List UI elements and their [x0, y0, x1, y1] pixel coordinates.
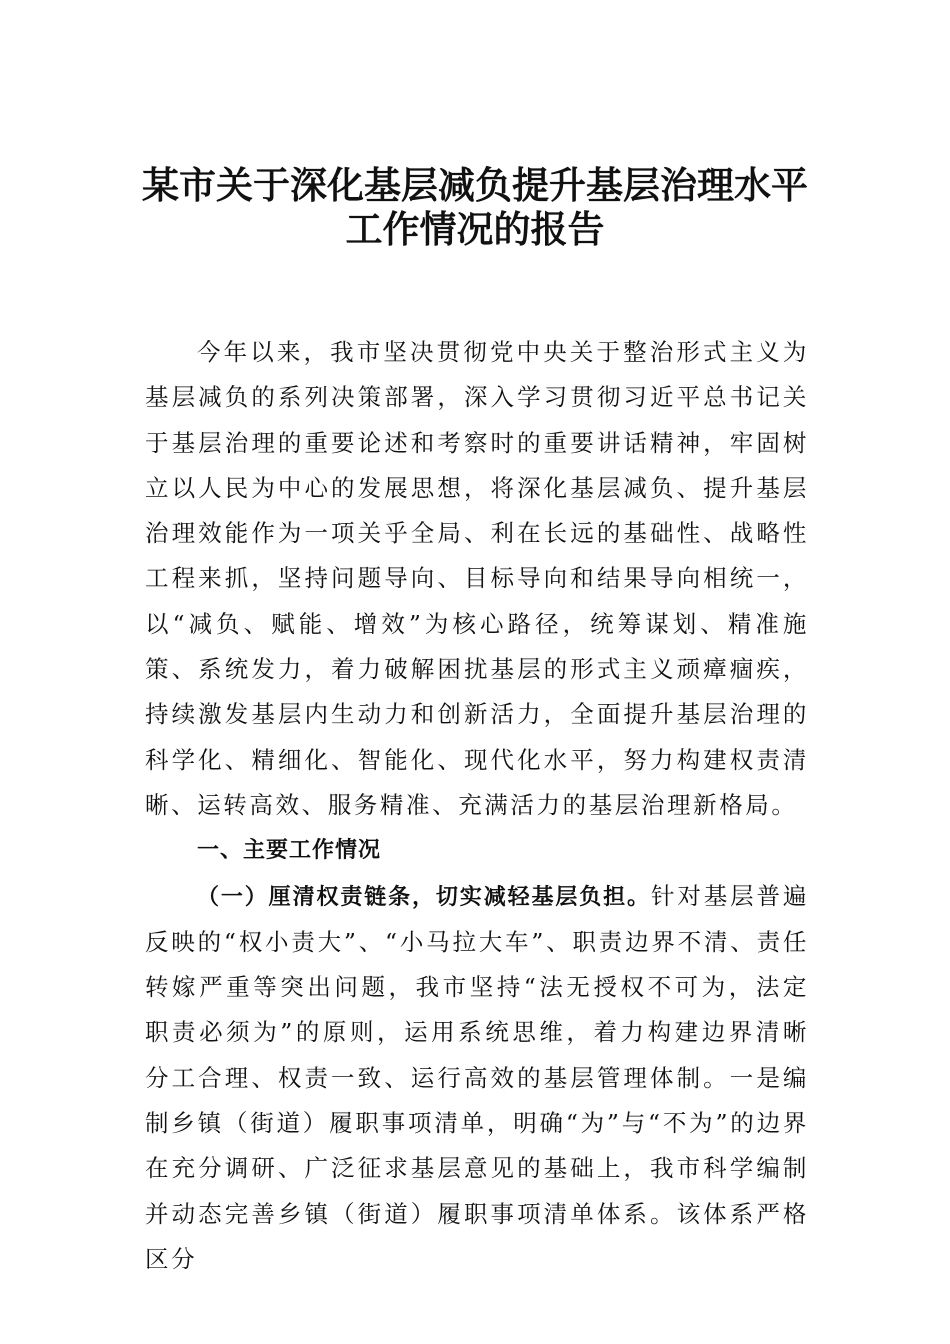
document-body: [145, 330, 809, 1282]
intro-paragraph: 今年以来，我市坚决贯彻党中央关于整治形式主义为基层减负的系列决策部署，深入学习贯彻习近平总书记关于基层治理的重要论述和考察时的重要讲话精神，牢固树立以人民为中心的发展思想，将深化基层减负、提升基层治理效能作为一项关乎全局、利在长远的基础性、战略性工程来抓，坚持问题导向、目标导向和结果导向相统一，以“减负、赋能、增效”为核心路径，统筹谋划、精准施策、系统发力，着力破解困扰基层的形式主义顽瘴痼疾，持续激发基层内生动力和创新活力，全面提升基层治理的科学化、精细化、智能化、现代化水平，努力构建权责清晰、运转高效、服务精准、充满活力的基层治理新格局。: [145, 338, 809, 819]
subsection-1-heading: （一）厘清权责链条，切实减轻基层负担。: [197, 884, 651, 910]
document-title-line-1: 某市关于深化基层减负提升基层治理水平: [142, 163, 808, 207]
document-title-line-2: 工作情况的报告: [345, 207, 605, 251]
section-1-heading: 一、主要工作情况: [197, 838, 382, 864]
subsection-1-paragraph: [145, 874, 809, 1283]
subsection-1-text: 针对基层普遍反映的“权小责大”、“小马拉大车”、职责边界不清、责任转嫁严重等突出问题，我市坚持“法无授权不可为，法定职责必须为”的原则，运用系统思维，着力构建边界清晰分工合理、权责一致、运行高效的基层管理体制。一是编制乡镇（街道）履职事项清单，明确“为”与“不为”的边界在充分调研、广泛征求基层意见的基础上，我市科学编制并动态完善乡镇（街道）履职事项清单体系。该体系严格区分: [145, 881, 809, 1273]
